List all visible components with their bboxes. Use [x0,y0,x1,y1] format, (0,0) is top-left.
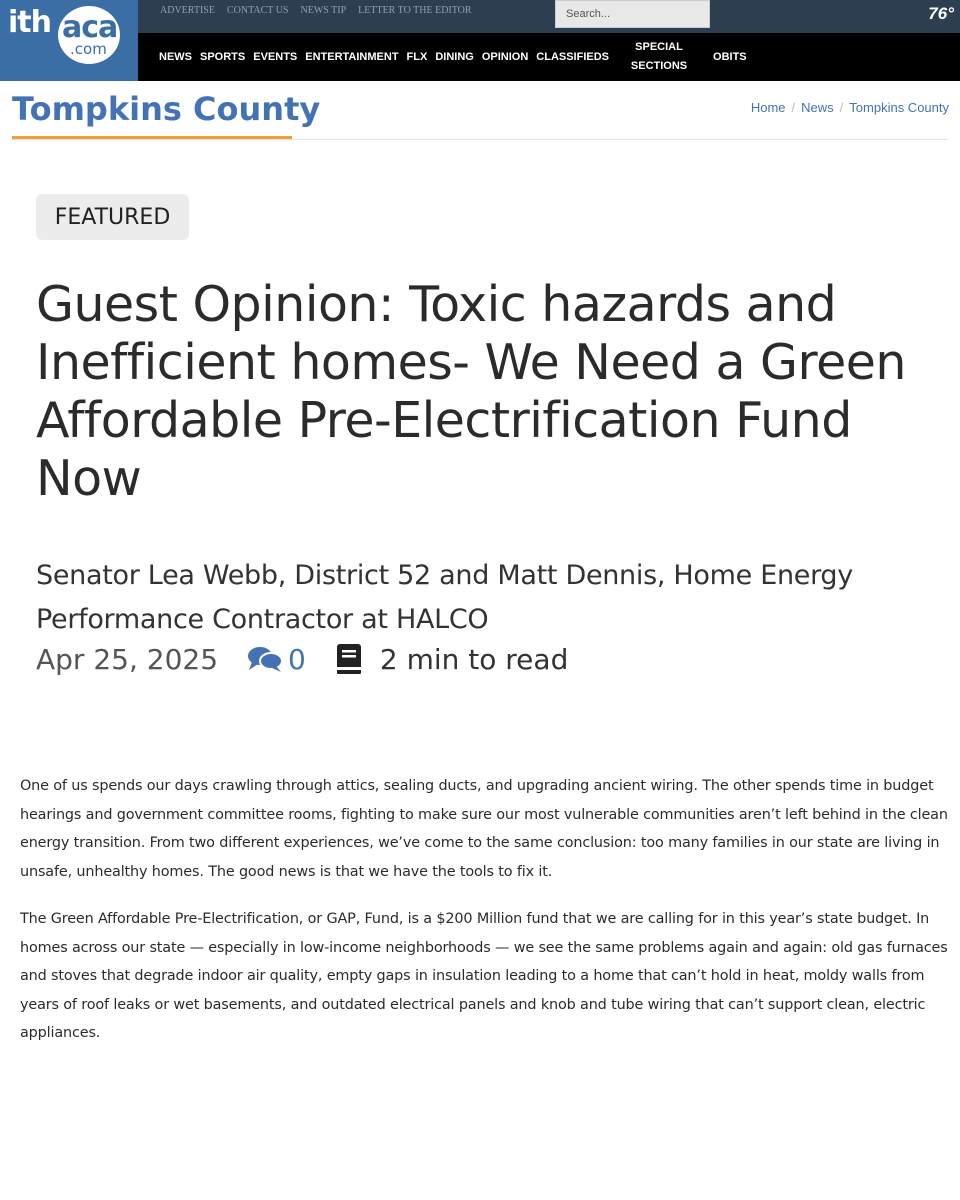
section-divider [12,139,948,140]
logo-text-ith: ith [8,5,51,40]
nav-flx[interactable]: FLX [406,51,428,63]
article-byline: Senator Lea Webb, District 52 and Matt Dennis, Home Energy Performance Contractor at HALCO [36,560,853,635]
article-date: Apr 25, 2025 [36,642,219,676]
article-meta [36,642,568,676]
weather-temperature[interactable]: 76° [928,4,954,23]
nav-dining[interactable]: DINING [435,51,474,63]
breadcrumb [751,100,949,115]
read-time: 2 min to read [379,642,569,676]
site-header [0,0,960,81]
nav-entertainment[interactable]: ENTERTAINMENT [305,51,399,63]
contact-us-link[interactable]: CONTACT US [226,5,289,16]
utility-bar [138,0,960,33]
utility-links [160,5,472,16]
nav-opinion[interactable]: OPINION [481,51,529,63]
nav-obits[interactable]: OBITS [713,51,747,63]
nav-sports[interactable]: SPORTS [200,51,246,63]
book-icon [334,642,364,676]
logo-text-aca: aca [62,10,118,45]
nav-classifieds[interactable]: CLASSIFIEDS [536,51,610,63]
article-paragraph: The Green Affordable Pre-Electrification, or GAP, Fund, is a $200 Million fund that we are calling for in this year’s state budget. In homes across our state — especially in low-income neighborhoods — we see the same problems again and again: old gas furnaces and stoves that degrade indoor air quality, empty gaps in insulation leading to a home that can’t hold in heat, moldy walls from years of roof leaks or wet basements, and outdated electrical panels and knob and tube wiring that can’t support clean, electric appliances. [20,911,948,1041]
nav-news[interactable]: NEWS [159,51,192,63]
search-input[interactable]: Search... [555,0,710,28]
advertise-link[interactable]: ADVERTISE [160,5,215,16]
article-headline: Guest Opinion: Toxic hazards and Inefficient homes- We Need a Green Affordable Pre-Electrification Fund Now [36,276,906,507]
comment-count[interactable]: 0 [288,642,306,676]
site-logo[interactable] [0,0,138,81]
news-tip-link[interactable]: NEWS TIP [300,5,347,16]
breadcrumb-separator: / [839,100,844,115]
breadcrumb-separator: / [791,100,796,115]
breadcrumb-current[interactable]: Tompkins County [849,100,949,115]
article-body [20,772,955,1067]
article-paragraph: One of us spends our days crawling through attics, sealing ducts, and upgrading ancient wiring. The other spends time in budget hearings and government committee rooms, fighting to make sure our most vulnerable communities aren’t left behind in the clean energy transition. From two different experiences, we’ve come to the same conclusion: too many families in our state are living in unsafe, unhealthy homes. The good news is that we have the tools to fix it. [20,778,948,880]
breadcrumb-home[interactable]: Home [750,100,786,115]
featured-badge[interactable]: FEATURED [36,194,189,240]
main-nav [138,33,960,81]
nav-events[interactable]: EVENTS [253,51,298,63]
nav-special-sections[interactable]: SPECIAL SECTIONS [630,41,688,72]
section-title: Tompkins County [12,90,321,128]
comments-icon[interactable] [246,644,284,674]
breadcrumb-news[interactable]: News [801,100,834,115]
letter-to-editor-link[interactable]: LETTER TO THE EDITOR [358,5,472,16]
logo-text-com: .com [70,40,107,58]
